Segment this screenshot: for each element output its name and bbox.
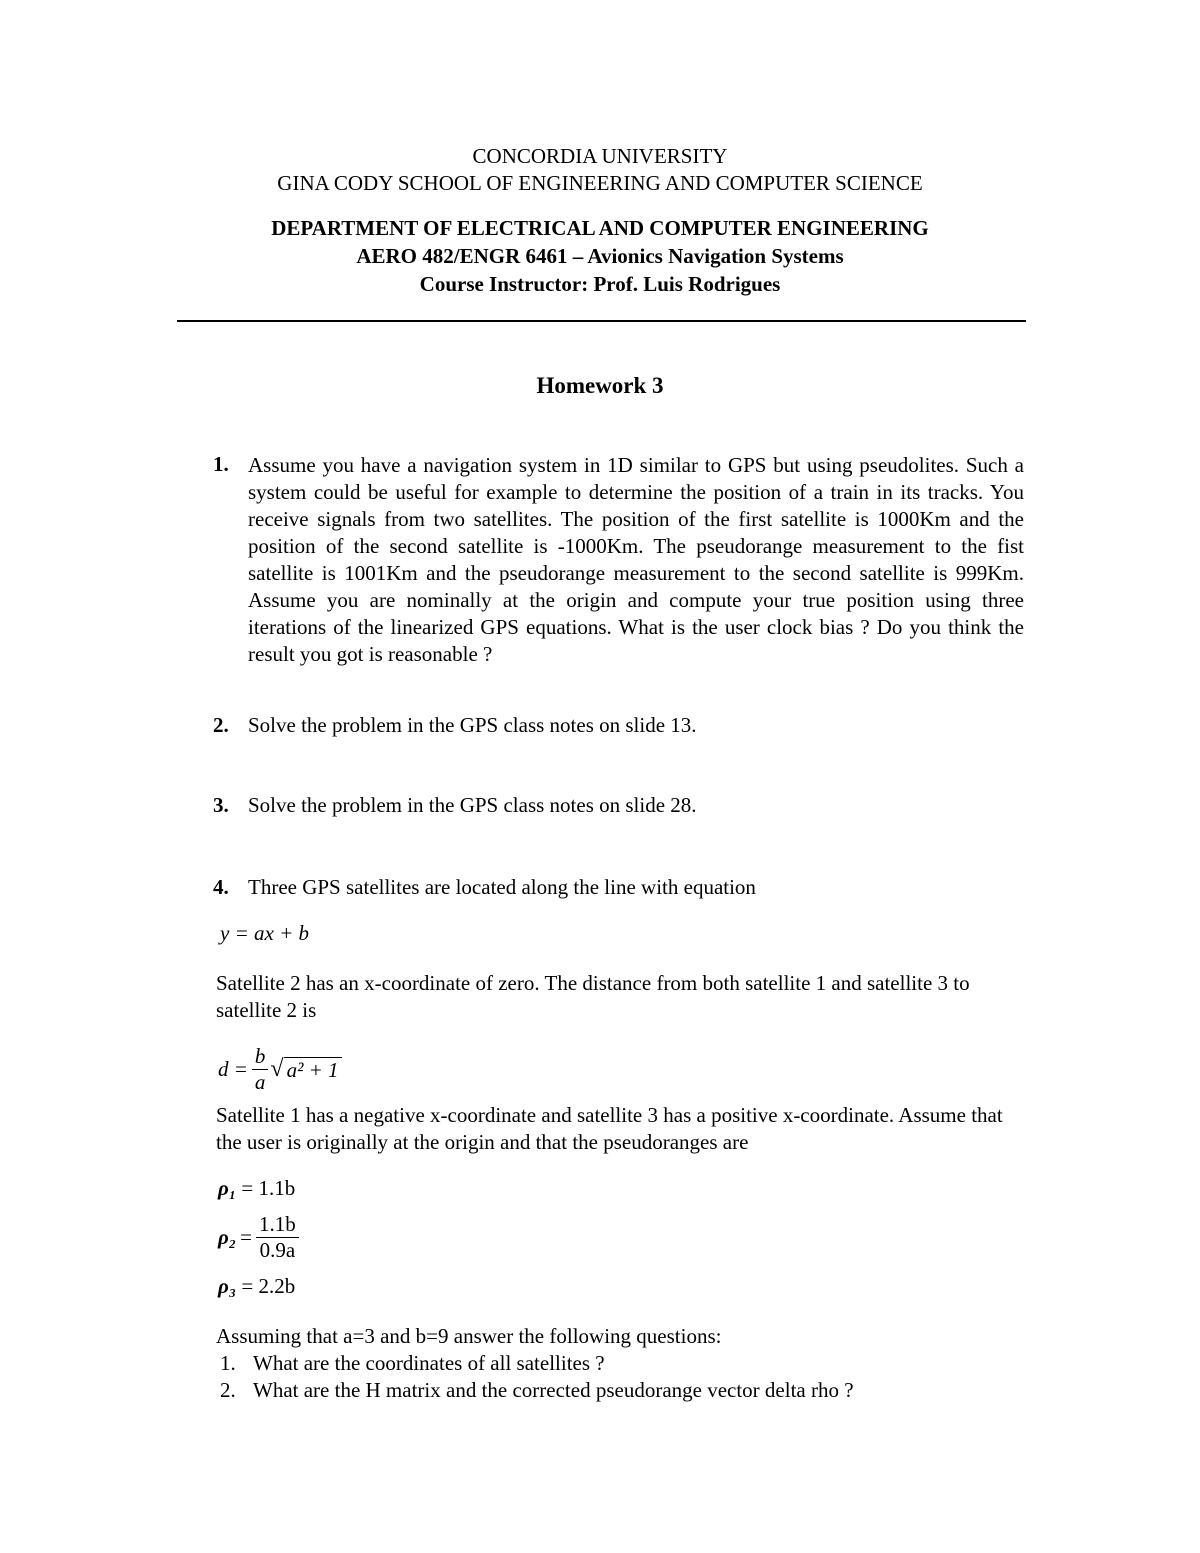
school-name: GINA CODY SCHOOL OF ENGINEERING AND COMPUTER SCIENCE	[277, 171, 923, 195]
subquestion-1-text: What are the coordinates of all satellites ?	[253, 1351, 605, 1375]
question-4-number: 4.	[213, 875, 229, 899]
q4-paragraph-1: Satellite 2 has an x-coordinate of zero. The distance from both satellite 1 and satellite 3 to satellite 2 is	[216, 971, 970, 1022]
rho2-equals: =	[240, 1225, 252, 1249]
subquestion-2-number: 2.	[220, 1378, 236, 1402]
question-1-number: 1.	[213, 452, 229, 476]
rho2-equation	[218, 1212, 299, 1263]
rho2-symbol: ρ₂	[218, 1225, 237, 1249]
question-3-number: 3.	[213, 793, 229, 817]
rho3-value: = 2.2b	[241, 1274, 296, 1298]
list-item	[220, 1377, 854, 1404]
q4-assumption: Assuming that a=3 and b=9 answer the following questions:	[216, 1324, 722, 1348]
distance-radicand: a² + 1	[284, 1057, 342, 1083]
subquestion-list	[220, 1350, 854, 1404]
rho1-equation	[218, 1176, 295, 1201]
rho1-symbol: ρ₁	[218, 1176, 237, 1200]
question-2-number: 2.	[213, 713, 229, 737]
header-divider	[177, 320, 1026, 322]
department-name: DEPARTMENT OF ELECTRICAL AND COMPUTER ENGINEERING	[271, 216, 929, 240]
distance-fraction	[252, 1044, 269, 1095]
university-name: CONCORDIA UNIVERSITY	[472, 144, 728, 168]
question-1-text: Assume you have a navigation system in 1D similar to GPS but using pseudolites. Such a system could be useful for example to determine the position of a train in its tracks. You receive signals from two satellites. The position of the first satellite is 1000Km and the position of the second satellite is -1000Km. The pseudorange measurement to the fist satellite is 1001Km and the pseudorange measurement to the second satellite is 999Km. Assume you are nominally at the origin and compute your true position using three iterations of the linearized GPS equations. What is the user clock bias ? Do you think the result you got is reasonable ?	[248, 453, 1024, 666]
instructor-name: Course Instructor: Prof. Luis Rodrigues	[419, 272, 781, 296]
course-name: AERO 482/ENGR 6461 – Avionics Navigation Systems	[356, 244, 844, 268]
rho2-denominator: 0.9a	[259, 1238, 296, 1262]
list-item	[220, 1350, 854, 1377]
rho3-symbol: ρ₃	[218, 1274, 237, 1298]
rho2-numerator: 1.1b	[256, 1212, 299, 1238]
subquestion-2-text: What are the H matrix and the corrected pseudorange vector delta rho ?	[253, 1378, 854, 1402]
line-equation: y = ax + b	[220, 921, 309, 945]
distance-lhs: d =	[218, 1057, 248, 1081]
subquestion-1-number: 1.	[220, 1351, 236, 1375]
page-title: Homework 3	[536, 373, 664, 398]
question-2-text: Solve the problem in the GPS class notes on slide 13.	[248, 713, 697, 737]
question-3-text: Solve the problem in the GPS class notes on slide 28.	[248, 793, 697, 817]
rho3-equation	[218, 1274, 295, 1299]
question-4-text: Three GPS satellites are located along the line with equation	[248, 875, 756, 899]
distance-numerator: b	[252, 1044, 269, 1070]
rho2-fraction	[256, 1212, 299, 1263]
sqrt-icon: √	[270, 1056, 284, 1082]
rho1-value: = 1.1b	[241, 1176, 296, 1200]
distance-denominator: a	[254, 1070, 266, 1094]
distance-equation	[218, 1044, 342, 1095]
q4-paragraph-2: Satellite 1 has a negative x-coordinate and satellite 3 has a positive x-coordinate. Assume that the user is originally at the origin and that the pseudoranges are	[216, 1103, 1003, 1154]
